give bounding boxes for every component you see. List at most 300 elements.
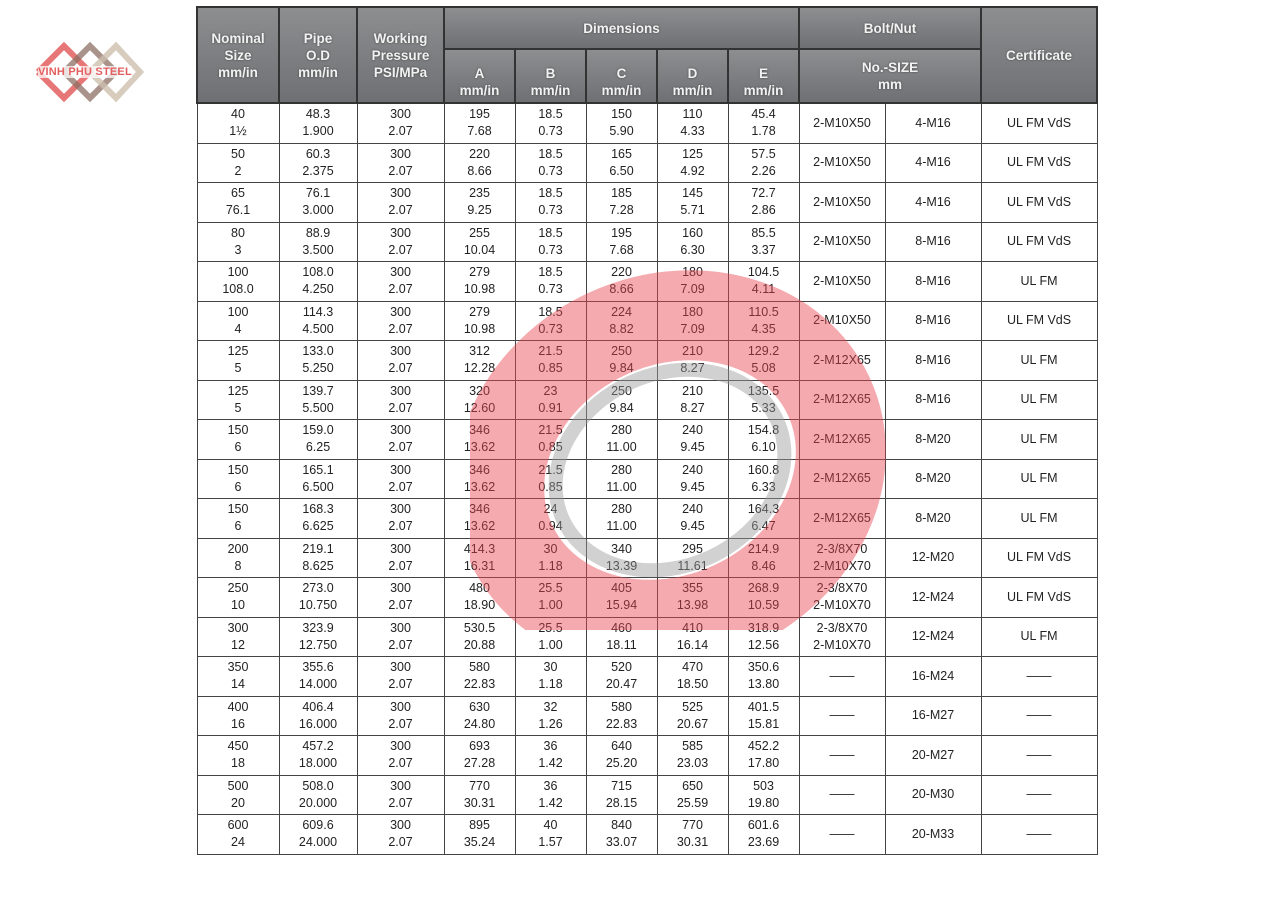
cell-value: 273.0	[302, 581, 334, 596]
cell-value: 235	[469, 186, 490, 201]
cell-value: 6	[234, 519, 242, 534]
cell-size	[197, 183, 279, 223]
cell-size	[197, 538, 279, 578]
cell-bolt-size	[799, 143, 885, 183]
cell-b	[515, 143, 586, 183]
cell-value: 2.375	[302, 163, 334, 178]
cell-value: 168.3	[302, 502, 334, 517]
cell-value: 1.00	[538, 598, 563, 613]
cell-value: 12.750	[298, 637, 338, 652]
cell-value: 0.73	[538, 163, 563, 178]
cell-value: 165.1	[302, 462, 334, 477]
cell-value: 640	[611, 739, 632, 754]
cell-d	[657, 380, 728, 420]
cell-value: 401.5	[747, 699, 780, 714]
cell-wp	[357, 341, 444, 381]
cell-value: 18.50	[676, 677, 709, 692]
cell-value: 346	[469, 462, 490, 477]
cell-value: 279	[469, 304, 490, 319]
cell-od	[279, 341, 357, 381]
cell-value: 600	[227, 818, 249, 833]
cell-value: 300	[390, 304, 411, 319]
cell-bolt-count: 8-M16	[885, 380, 981, 420]
cell-value: 16.000	[298, 716, 338, 731]
cell-b	[515, 815, 586, 855]
cell-wp	[357, 103, 444, 143]
cell-value: 6	[234, 479, 242, 494]
cell-certificate: UL FM	[981, 459, 1097, 499]
cell-bolt-count: 12-M20	[885, 538, 981, 578]
cell-value: 340	[611, 541, 632, 556]
cell-value: 25.5	[538, 620, 563, 635]
cell-value: 2.07	[388, 756, 413, 771]
cell-value: 20.000	[298, 795, 338, 810]
cell-e	[728, 657, 799, 697]
cell-value: 220	[611, 265, 632, 280]
cell-value: 609.6	[302, 818, 334, 833]
cell-value: 693	[469, 739, 490, 754]
table-row	[197, 262, 1097, 302]
cell-value: 6.50	[609, 163, 634, 178]
cell-value: 100	[227, 265, 249, 280]
cell-value: 300	[390, 699, 411, 714]
cell-value: 2-3/8X70	[816, 581, 868, 596]
cell-size	[197, 341, 279, 381]
cell-value: 8.66	[609, 282, 634, 297]
cell-value: 2.07	[388, 835, 413, 850]
cell-value: 18.5	[538, 265, 563, 280]
cell-od	[279, 617, 357, 657]
cell-value: 240	[682, 502, 703, 517]
cell-e	[728, 775, 799, 815]
cell-value: 300	[390, 383, 411, 398]
cell-a	[444, 420, 515, 460]
cell-value: 24.000	[298, 835, 338, 850]
cell-bolt-count: 8-M16	[885, 262, 981, 302]
cell-c	[586, 578, 657, 618]
cell-e	[728, 222, 799, 262]
cell-value: 320	[469, 383, 490, 398]
cell-c	[586, 103, 657, 143]
cell-a	[444, 222, 515, 262]
cell-value: ——	[829, 826, 855, 841]
cell-wp	[357, 183, 444, 223]
cell-value: 2.07	[388, 716, 413, 731]
cell-od	[279, 775, 357, 815]
cell-bolt-size	[799, 103, 885, 143]
cell-value: 23	[543, 383, 558, 398]
cell-value: 135.5	[747, 383, 780, 398]
cell-value: 164.3	[747, 502, 780, 517]
cell-b	[515, 103, 586, 143]
cell-bolt-size	[799, 696, 885, 736]
cell-value: 9.84	[609, 361, 634, 376]
cell-e	[728, 341, 799, 381]
cell-value: 1.26	[538, 716, 563, 731]
cell-value: 300	[390, 423, 411, 438]
cell-a	[444, 341, 515, 381]
cell-a	[444, 183, 515, 223]
cell-value: 3.000	[302, 203, 334, 218]
cell-value: 1.57	[538, 835, 563, 850]
cell-value: 4.33	[680, 124, 705, 139]
cell-bolt-count: 20-M33	[885, 815, 981, 855]
cell-od	[279, 222, 357, 262]
cell-d	[657, 143, 728, 183]
cell-value: 145	[682, 186, 703, 201]
cell-value: 76.1	[305, 186, 331, 201]
cell-bolt-size	[799, 341, 885, 381]
table-row	[197, 578, 1097, 618]
cell-value: 9.84	[609, 400, 634, 415]
cell-value: 21.5	[538, 462, 563, 477]
cell-value: 36	[543, 778, 558, 793]
cell-value: 200	[227, 541, 249, 556]
cell-certificate: ——	[981, 775, 1097, 815]
cell-value: 8.46	[751, 558, 776, 573]
cell-bolt-size	[799, 222, 885, 262]
cell-value: 20.88	[463, 637, 496, 652]
cell-value: 2.07	[388, 163, 413, 178]
cell-value: 165	[611, 146, 632, 161]
cell-e	[728, 736, 799, 776]
cell-value: 350	[227, 660, 249, 675]
cell-value: 13.62	[463, 440, 496, 455]
cell-bolt-size	[799, 538, 885, 578]
cell-value: 500	[227, 778, 249, 793]
cell-value: 355.6	[302, 660, 334, 675]
cell-value: 2-M12X65	[813, 392, 871, 407]
cell-bolt-size	[799, 578, 885, 618]
cell-wp	[357, 538, 444, 578]
cell-value: 2-M10X50	[813, 194, 871, 209]
cell-value: 2-M10X50	[813, 155, 871, 170]
cell-value: 2-M10X50	[813, 115, 871, 130]
cell-value: 8	[234, 558, 242, 573]
cell-value: 5.33	[751, 400, 776, 415]
cell-value: 2-M10X50	[813, 313, 871, 328]
cell-d	[657, 815, 728, 855]
cell-bolt-size	[799, 657, 885, 697]
cell-value: 40	[543, 818, 558, 833]
cell-c	[586, 420, 657, 460]
cell-value: 280	[611, 502, 632, 517]
cell-value: 530.5	[463, 620, 496, 635]
header-line: O.D	[305, 47, 330, 63]
cell-wp	[357, 301, 444, 341]
cell-value: 30	[543, 541, 558, 556]
cell-bolt-size	[799, 301, 885, 341]
cell-a	[444, 815, 515, 855]
header-line: No.-SIZE	[861, 60, 919, 75]
cell-b	[515, 341, 586, 381]
cell-d	[657, 341, 728, 381]
cell-value: 6.33	[751, 479, 776, 494]
cell-value: 110	[682, 107, 703, 122]
cell-value: 250	[611, 344, 632, 359]
cell-size	[197, 459, 279, 499]
cell-value: 133.0	[302, 344, 334, 359]
header-line: PSI/MPa	[373, 64, 428, 80]
cell-value: 14.000	[298, 677, 338, 692]
cell-value: 7.68	[467, 124, 492, 139]
cell-od	[279, 696, 357, 736]
cell-a	[444, 775, 515, 815]
cell-value: 18.5	[538, 107, 563, 122]
cell-value: 27.28	[463, 756, 496, 771]
cell-value: 1.42	[538, 756, 563, 771]
flange-spec-table	[196, 6, 1098, 855]
cell-value: 268.9	[747, 581, 780, 596]
cell-value: 346	[469, 502, 490, 517]
cell-value: 36	[543, 739, 558, 754]
cell-b	[515, 499, 586, 539]
cell-value: 15.94	[605, 598, 638, 613]
cell-c	[586, 341, 657, 381]
cell-b	[515, 696, 586, 736]
cell-value: 414.3	[463, 541, 496, 556]
cell-value: 8.625	[302, 558, 334, 573]
cell-value: 0.73	[538, 242, 563, 257]
cell-e	[728, 538, 799, 578]
cell-value: 312	[469, 344, 490, 359]
cell-d	[657, 420, 728, 460]
cell-value: 219.1	[302, 541, 334, 556]
table-row	[197, 775, 1097, 815]
cell-value: 185	[611, 186, 632, 201]
cell-value: 300	[390, 818, 411, 833]
header-pipe-od	[279, 7, 357, 103]
cell-value: 114.3	[302, 304, 334, 319]
cell-value: 6.25	[305, 440, 331, 455]
cell-value: 6.500	[302, 479, 334, 494]
cell-a	[444, 657, 515, 697]
cell-size	[197, 262, 279, 302]
cell-value: 65	[231, 186, 245, 201]
cell-value: 2.07	[388, 440, 413, 455]
cell-value: 300	[390, 146, 411, 161]
cell-value: 2.07	[388, 677, 413, 692]
cell-value: 30.31	[463, 795, 496, 810]
table-row	[197, 696, 1097, 736]
cell-value: 2-M10X50	[813, 234, 871, 249]
cell-value: 2.07	[388, 400, 413, 415]
cell-value: 1.42	[538, 795, 563, 810]
cell-value: 410	[682, 620, 703, 635]
cell-value: 0.85	[538, 479, 563, 494]
cell-value: 0.73	[538, 282, 563, 297]
cell-value: 2.07	[388, 203, 413, 218]
cell-value: ——	[829, 747, 855, 762]
cell-value: 279	[469, 265, 490, 280]
cell-value: 22.83	[463, 677, 496, 692]
cell-value: 18.000	[298, 756, 338, 771]
cell-value: 139.7	[302, 383, 334, 398]
header-dim-d	[657, 49, 728, 103]
header-line: A	[474, 66, 485, 81]
cell-bolt-count: 20-M30	[885, 775, 981, 815]
cell-value: 23.03	[676, 756, 709, 771]
cell-wp	[357, 459, 444, 499]
cell-od	[279, 815, 357, 855]
header-line: mm	[878, 77, 903, 92]
cell-e	[728, 262, 799, 302]
cell-od	[279, 578, 357, 618]
cell-value: 300	[390, 265, 411, 280]
cell-certificate: UL FM	[981, 420, 1097, 460]
cell-certificate: UL FM VdS	[981, 538, 1097, 578]
cell-b	[515, 380, 586, 420]
cell-bolt-size	[799, 815, 885, 855]
cell-value: 2.07	[388, 479, 413, 494]
cell-value: 2.07	[388, 361, 413, 376]
cell-value: 2.86	[751, 203, 776, 218]
cell-size	[197, 736, 279, 776]
cell-bolt-size	[799, 617, 885, 657]
cell-d	[657, 183, 728, 223]
cell-value: 300	[390, 778, 411, 793]
cell-value: 2.07	[388, 519, 413, 534]
cell-value: 195	[469, 107, 490, 122]
cell-value: 1.18	[538, 558, 563, 573]
cell-value: 5.71	[680, 203, 705, 218]
cell-od	[279, 380, 357, 420]
cell-value: 88.9	[305, 225, 331, 240]
cell-value: 2.07	[388, 795, 413, 810]
header-dim-e	[728, 49, 799, 103]
header-line: Pressure	[371, 47, 430, 63]
header-dim-a	[444, 49, 515, 103]
cell-value: 13.39	[605, 558, 638, 573]
cell-value: 0.73	[538, 124, 563, 139]
cell-value: 4	[234, 321, 242, 336]
cell-bolt-count: 8-M16	[885, 341, 981, 381]
cell-value: 25.5	[538, 581, 563, 596]
header-line: C	[616, 66, 627, 81]
cell-e	[728, 301, 799, 341]
header-dim-b	[515, 49, 586, 103]
cell-value: 2-3/8X70	[816, 620, 868, 635]
cell-value: 2.07	[388, 558, 413, 573]
cell-value: 240	[682, 423, 703, 438]
cell-value: 85.5	[751, 225, 776, 240]
cell-value: 0.73	[538, 203, 563, 218]
cell-value: 110.5	[748, 304, 779, 319]
cell-value: 2-M10X70	[813, 637, 871, 652]
cell-bolt-count: 4-M16	[885, 183, 981, 223]
cell-od	[279, 736, 357, 776]
cell-value: 457.2	[302, 739, 334, 754]
cell-value: 7.68	[609, 242, 634, 257]
cell-d	[657, 617, 728, 657]
table-row	[197, 222, 1097, 262]
cell-value: 770	[682, 818, 703, 833]
header-line: Working	[373, 30, 428, 46]
cell-d	[657, 103, 728, 143]
header-line: Pipe	[303, 30, 333, 46]
cell-value: 10.04	[463, 242, 496, 257]
cell-value: 452.2	[747, 739, 780, 754]
cell-size	[197, 578, 279, 618]
cell-bolt-size	[799, 736, 885, 776]
cell-value: 7.28	[609, 203, 634, 218]
cell-value: 2.07	[388, 637, 413, 652]
cell-value: 20	[231, 795, 245, 810]
cell-value: 8.27	[680, 400, 705, 415]
cell-od	[279, 420, 357, 460]
cell-size	[197, 617, 279, 657]
cell-value: 460	[611, 620, 632, 635]
cell-value: 11.00	[606, 519, 637, 534]
cell-c	[586, 143, 657, 183]
cell-value: 406.4	[302, 699, 334, 714]
cell-value: 11.00	[606, 479, 637, 494]
cell-value: 580	[469, 660, 490, 675]
cell-b	[515, 775, 586, 815]
cell-value: 4.500	[302, 321, 334, 336]
cell-value: 12.28	[463, 361, 496, 376]
cell-value: 10	[231, 598, 245, 613]
cell-value: 11.61	[677, 558, 708, 573]
cell-value: 300	[390, 107, 411, 122]
cell-value: 300	[227, 620, 249, 635]
cell-od	[279, 538, 357, 578]
cell-bolt-count: 16-M27	[885, 696, 981, 736]
cell-value: 300	[390, 502, 411, 517]
cell-a	[444, 262, 515, 302]
cell-d	[657, 222, 728, 262]
table-body	[197, 103, 1097, 854]
cell-value: 4.35	[751, 321, 776, 336]
cell-value: 11.00	[606, 440, 637, 455]
header-line: Nominal	[211, 30, 265, 46]
cell-bolt-count: 16-M24	[885, 657, 981, 697]
cell-a	[444, 499, 515, 539]
cell-value: ——	[829, 708, 855, 723]
cell-wp	[357, 815, 444, 855]
header-line: D	[687, 66, 698, 81]
header-no-size	[799, 49, 981, 103]
cell-value: 250	[227, 581, 249, 596]
cell-value: 0.85	[538, 361, 563, 376]
cell-value: 25.20	[605, 756, 638, 771]
cell-value: 4.92	[680, 163, 705, 178]
cell-value: 195	[611, 225, 632, 240]
cell-value: 50	[231, 146, 245, 161]
cell-value: 2-M10X70	[813, 558, 871, 573]
cell-value: 76.1	[225, 203, 251, 218]
header-certificate: Certificate	[981, 7, 1097, 103]
cell-size	[197, 815, 279, 855]
header-line: B	[545, 66, 556, 81]
table-row	[197, 301, 1097, 341]
cell-bolt-count: 8-M20	[885, 459, 981, 499]
cell-a	[444, 380, 515, 420]
cell-value: 300	[390, 462, 411, 477]
cell-value: 13.98	[676, 598, 709, 613]
header-line: E	[759, 66, 769, 81]
cell-e	[728, 183, 799, 223]
cell-value: 405	[611, 581, 632, 596]
cell-b	[515, 420, 586, 460]
cell-value: 2-M12X65	[813, 510, 871, 525]
cell-d	[657, 459, 728, 499]
cell-value: 160.8	[747, 462, 780, 477]
cell-value: 21.5	[538, 344, 563, 359]
cell-value: 125	[227, 383, 249, 398]
cell-value: 16	[231, 716, 245, 731]
cell-value: 470	[682, 660, 703, 675]
